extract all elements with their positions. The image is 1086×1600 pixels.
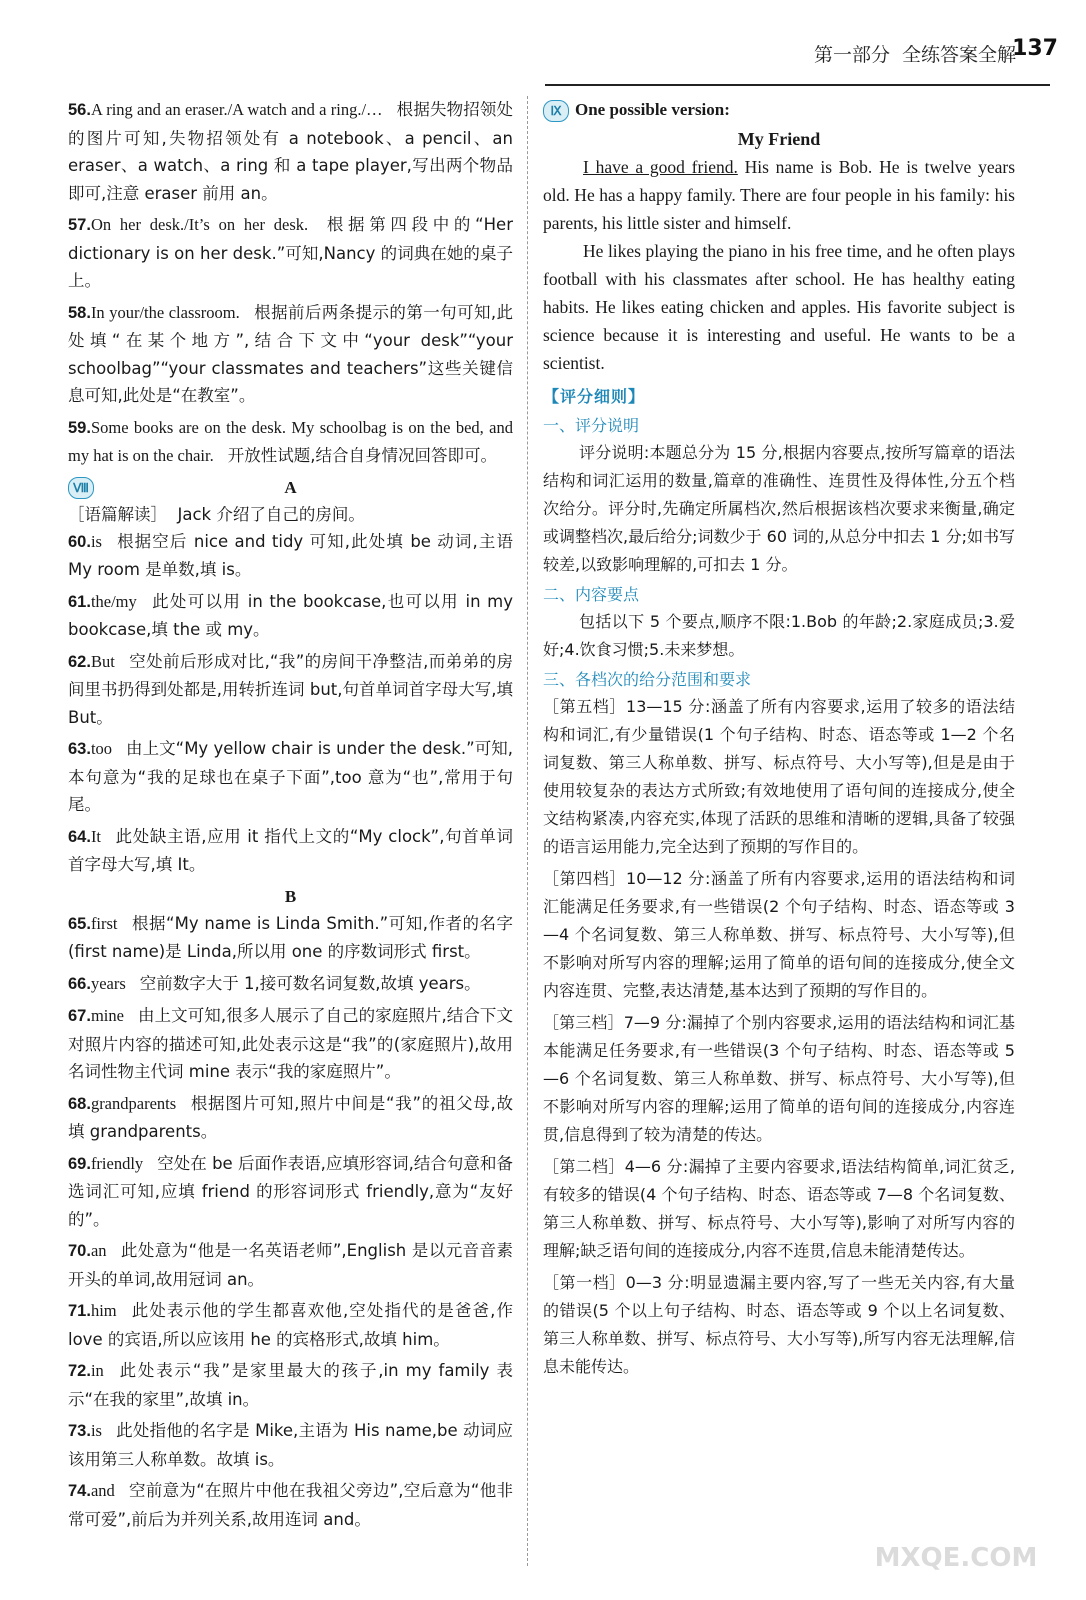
- right-column: [543, 96, 1015, 1385]
- answer-item: [68, 1237, 513, 1293]
- item-answer: A ring and an eraser./A watch and a ring./…: [90, 100, 383, 119]
- reading-text: Jack 介绍了自己的房间。: [177, 504, 365, 524]
- item-explanation: 根据“My name is Linda Smith.”可知,作者的名字(first name)是 Linda,所以用 one 的序数词形式 first。: [68, 913, 513, 961]
- item-answer: It: [90, 826, 102, 846]
- item-number: 74.: [68, 1482, 91, 1500]
- answer-item: [68, 1357, 513, 1413]
- rubric-heading-3: 三、各档次的给分范围和要求: [543, 670, 752, 689]
- item-answer: too: [90, 739, 113, 758]
- item-answer: in: [90, 1361, 104, 1380]
- answer-item: [68, 648, 513, 732]
- item-number: 63.: [68, 740, 91, 758]
- part-label: 第一部分: [813, 44, 890, 66]
- score-level: ［第二档］4—6 分:漏掉了主要内容要求,语法结构简单,词汇贫乏,有较多的错误(4 个句子结构、时态、语态等或 7—8 个名词复数、第三人称单数、拼写、标点符号、大小写等),影响了对所写内容的理解;缺乏语句间的连接成分,内容不连贯,信息未能清楚传达。: [543, 1157, 1015, 1260]
- item-explanation: 根据空后 nice and tidy 可知,此处填 be 动词,主语 My room 是单数,填 is。: [68, 531, 513, 579]
- item-explanation: 根据第四段中的“Her dictionary is on her desk.”可知,Nancy 的词典在她的桌子上。: [68, 215, 513, 290]
- section-8-badge: Ⅷ: [68, 477, 94, 499]
- item-number: 58.: [68, 303, 91, 322]
- score-level: ［第一档］0—3 分:明显遗漏主要内容,写了一些无关内容,有大量的错误(5 个以上句子结构、时态、语态等或 9 个以上名词复数、第三人称单数、拼写、标点符号、大小写等),所写内容无法理解,信息未能传达。: [543, 1273, 1015, 1376]
- item-explanation: 空前意为“在照片中他在我祖父旁边”,空后意为“他非常可爱”,前后为并列关系,故用连词 and。: [68, 1481, 513, 1529]
- item-number: 70.: [68, 1242, 91, 1260]
- answer-item: [68, 588, 513, 644]
- item-number: 59.: [68, 418, 91, 437]
- version-label: One possible version:: [575, 100, 730, 119]
- item-number: 62.: [68, 652, 91, 671]
- item-number: 57.: [68, 216, 91, 234]
- answer-item: [68, 1477, 513, 1533]
- item-answer: mine: [90, 1006, 124, 1025]
- part-b-label: B: [284, 886, 297, 906]
- item-explanation: 空处在 be 后面作表语,应填形容词,结合句意和备选词汇可知,应填 friend 的形容词形式 friendly,意为“友好的”。: [68, 1153, 513, 1229]
- score-level: ［第五档］13—15 分:涵盖了所有内容要求,运用了较多的语法结构和词汇,有少量错误(1 个句子结构、时态、语态等或 1—2 个名词复数、第三人称单数、拼写、标点符号、大小写等),但是是由于使用较复杂的表达方式所致;有效地使用了语句间的连接成分,使全文结构紧凑,内容充实,体现了活跃的思维和清晰的逻辑,具备了较强的语言运用能力,完全达到了预期的写作目的。: [543, 697, 1015, 856]
- item-answer: On her desk./It’s on her desk.: [90, 215, 309, 234]
- item-number: 67.: [68, 1007, 91, 1025]
- item-explanation: 开放性试题,结合自身情况回答即可。: [227, 446, 497, 465]
- page-number: 137: [1012, 36, 1058, 61]
- item-explanation: 根据前后两条提示的第一句可知,此处填“在某个地方”,结合下文中“your desk”“your schoolbag”“your classmates and teachers”这些关键信息可知,此处是“在教室”。: [68, 302, 513, 405]
- item-explanation: 此处意为“他是一名英语老师”,English 是以元音音素开头的单词,故用冠词 an。: [68, 1241, 513, 1289]
- item-number: 65.: [68, 914, 91, 933]
- book-title: 全练答案全解: [901, 44, 1016, 66]
- item-answer: the/my: [90, 591, 137, 611]
- item-answer: is: [90, 531, 102, 551]
- reading-tag: ［语篇解读］: [68, 504, 167, 524]
- rubric-tag: 【评分细则】: [543, 387, 646, 406]
- item-number: 68.: [68, 1094, 91, 1113]
- answer-item: [68, 414, 513, 470]
- rubric-heading-1: 一、评分说明: [543, 416, 640, 435]
- item-answer: an: [90, 1241, 107, 1260]
- answer-item: [68, 528, 513, 584]
- item-number: 61.: [68, 592, 91, 611]
- item-answer: friendly: [90, 1153, 144, 1173]
- answer-item: [68, 910, 513, 966]
- answer-list-c: [68, 910, 513, 1534]
- item-explanation: 空前数字大于 1,接可数名词复数,故填 years。: [139, 973, 481, 993]
- item-answer: But: [90, 651, 115, 671]
- item-answer: first: [90, 913, 118, 933]
- item-explanation: 根据图片可知,照片中间是“我”的祖父母,故填 grandparents。: [68, 1093, 513, 1141]
- column-divider: [527, 96, 528, 1566]
- watermark-text: MXQE.COM: [874, 1543, 1038, 1573]
- answer-item: [68, 96, 513, 207]
- essay-paragraph-2: He likes playing the piano in his free time, and he often plays football with his classmates after school. He has healthy eating habits. He likes eating chicken and apples. His favorite subject is science because it is interesting and useful. He wants to be a scientist.: [543, 241, 1015, 373]
- section-9-header: [543, 96, 1015, 123]
- item-explanation: 此处缺主语,应用 it 指代上文的“My clock”,句首单词首字母大写,填 It。: [68, 826, 513, 874]
- item-explanation: 此处表示他的学生都喜欢他,空处指代的是爸爸,作 love 的宾语,所以应该用 he 的宾格形式,故填 him。: [68, 1301, 513, 1349]
- answer-item: [68, 735, 513, 819]
- level-list: [543, 693, 1015, 1381]
- answer-item: [68, 970, 513, 999]
- item-answer: years: [90, 973, 126, 993]
- item-number: 72.: [68, 1362, 91, 1380]
- section-9-badge: Ⅸ: [543, 100, 569, 122]
- item-number: 64.: [68, 827, 91, 846]
- underlined-topic-sentence: I have a good friend.: [583, 157, 738, 177]
- answer-item: [68, 1002, 513, 1086]
- rubric-paragraph-1: 评分说明:本题总分为 15 分,根据内容要点,按所写篇章的语法结构和词汇运用的数量,篇章的准确性、连贯性及得体性,分五个档次给分。评分时,先确定所属档次,然后根据该档次要求来衡量,确定或调整档次,最后给分;词数少于 60 词的,从总分中扣去 1 分;如书写较差,以致影响理解的,可扣去 1 分。: [543, 443, 1015, 574]
- item-number: 66.: [68, 974, 91, 993]
- item-explanation: 此处表示“我”是家里最大的孩子,in my family 表示“在我的家里”,故填 in。: [68, 1361, 513, 1409]
- part-a-label: A: [284, 477, 297, 497]
- item-answer: and: [90, 1481, 115, 1500]
- essay-title: My Friend: [737, 129, 821, 149]
- answer-item: [68, 1150, 513, 1234]
- item-explanation: 此处可以用 in the bookcase,也可以用 in my bookcase,填 the 或 my。: [68, 591, 513, 639]
- item-explanation: 由上文“My yellow chair is under the desk.”可知,本句意为“我的足球也在桌子下面”,too 意为“也”,常用于句尾。: [68, 739, 513, 814]
- item-explanation: 空处前后形成对比,“我”的房间干净整洁,而弟弟的房间里书扔得到处都是,用转折连词 but,句首单词首字母大写,填 But。: [68, 651, 513, 727]
- score-level: ［第三档］7—9 分:漏掉了个别内容要求,运用的语法结构和词汇基本能满足任务要求,有一些错误(3 个句子结构、时态、语态等或 5—6 个名词复数、第三人称单数、拼写、标点符号、大小写等),但不影响对所写内容的理解;运用了简单的语句间的连接成分,内容连贯,信息得到了较为清楚的传达。: [543, 1013, 1015, 1144]
- item-number: 73.: [68, 1422, 91, 1440]
- item-number: 69.: [68, 1154, 91, 1173]
- item-explanation: 根据失物招领处的图片可知,失物招领处有 a notebook、a pencil、an eraser、a watch、a ring 和 a tape player,写出两个物品即可,注意 eraser 前用 an。: [68, 100, 514, 203]
- essay-paragraph-1: [543, 153, 1015, 237]
- item-answer: grandparents: [90, 1093, 177, 1113]
- site-watermark: [856, 1508, 1056, 1578]
- answer-item: [68, 1297, 513, 1353]
- answer-item: [68, 299, 513, 410]
- left-column: [68, 96, 513, 1537]
- rubric-paragraph-2: 包括以下 5 个要点,顺序不限:1.Bob 的年龄;2.家庭成员;3.爱好;4.饮食习惯;5.未来梦想。: [543, 612, 1015, 659]
- essay-paragraph-1-rest: His name is Bob. He is twelve years old. He has a happy family. There are four people in his family: his parents, his little sister and himself.: [543, 157, 1016, 233]
- item-number: 56.: [68, 101, 91, 119]
- item-explanation: 由上文可知,很多人展示了自己的家庭照片,结合下文对照片内容的描述可知,此处表示这是“我”的(家庭照片),故用名词性物主代词 mine 表示“我的家庭照片”。: [68, 1006, 513, 1081]
- header-rule: [545, 84, 1050, 86]
- score-level: ［第四档］10—12 分:涵盖了所有内容要求,运用的语法结构和词汇能满足任务要求,有一些错误(2 个句子结构、时态、语态等或 3—4 个名词复数、第三人称单数、拼写、标点符号、大小写等),但不影响对所写内容的理解;运用了简单的语句间的连接成分,使全文内容连贯、完整,表达清楚,基本达到了预期的写作目的。: [543, 869, 1015, 1000]
- item-number: 60.: [68, 532, 91, 551]
- item-answer: In your/the classroom.: [90, 302, 240, 322]
- answer-item: [68, 823, 513, 879]
- item-answer: him: [90, 1301, 117, 1320]
- answer-item: [68, 1417, 513, 1473]
- item-answer: is: [90, 1421, 102, 1440]
- rubric-heading-2: 二、内容要点: [543, 585, 640, 604]
- running-header: [814, 40, 1016, 67]
- reading-note: [68, 501, 513, 528]
- page-header: [0, 28, 1086, 78]
- item-explanation: 此处指他的名字是 Mike,主语为 His name,be 动词应该用第三人称单数。故填 is。: [68, 1421, 513, 1469]
- item-answer: Some books are on the desk. My schoolbag is on the bed, and my hat is on the chair.: [68, 417, 513, 465]
- answer-item: [68, 1090, 513, 1146]
- answer-list-b: [68, 528, 513, 879]
- answer-list-a: [68, 96, 513, 470]
- item-number: 71.: [68, 1302, 91, 1320]
- answer-item: [68, 211, 513, 295]
